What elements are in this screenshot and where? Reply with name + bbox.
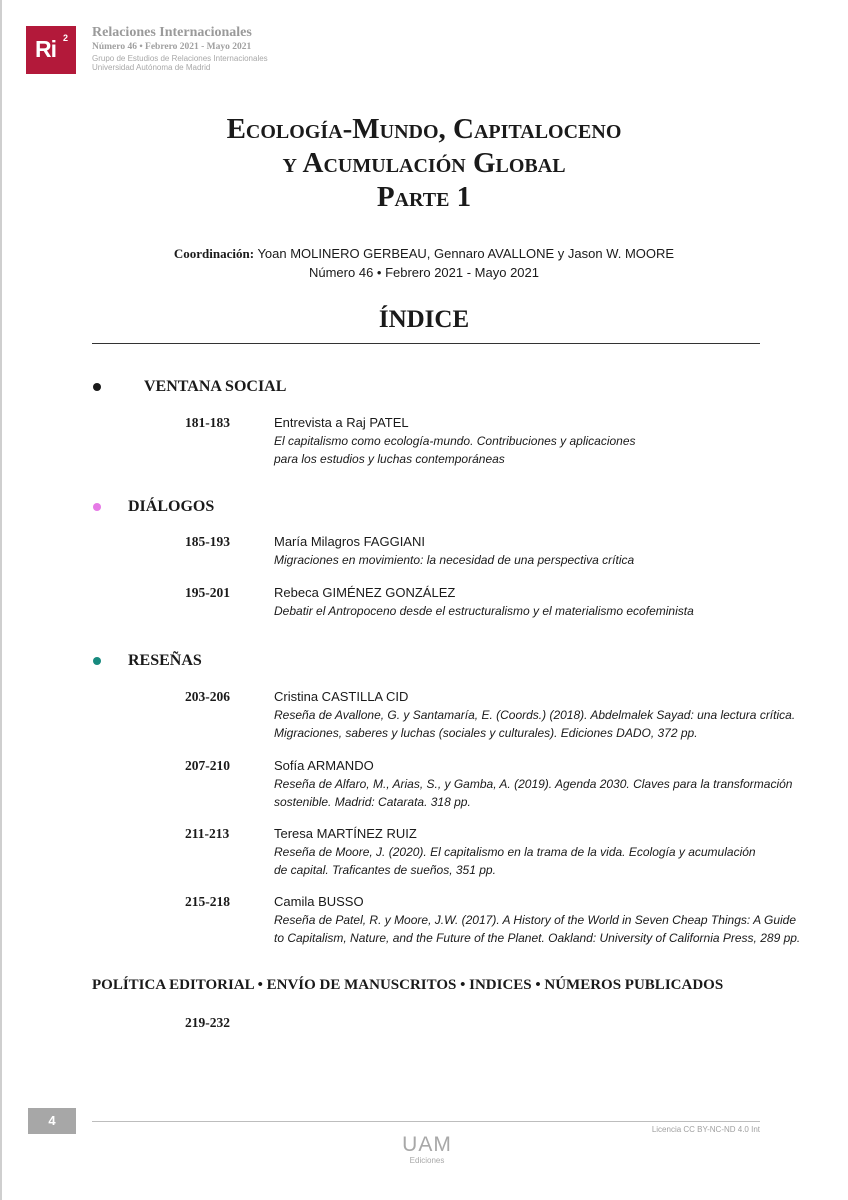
section-dialogos: DIÁLOGOS	[128, 498, 215, 515]
entry-description: Reseña de Alfaro, M., Arias, S., y Gamba, A. (2019). Agenda 2030. Claves para la transformación	[274, 777, 793, 791]
entry-description: Migraciones, saberes y luchas (sociales y culturales). Ediciones DADO, 372 pp.	[274, 726, 698, 740]
license-text: Licencia CC BY-NC-ND 4.0 Int	[651, 1125, 760, 1134]
entry-description: para los estudios y luchas contemporáneas	[274, 452, 505, 466]
title-line-3: Parte 1	[376, 181, 472, 213]
coordination-issue: Número 46 • Febrero 2021 - Mayo 2021	[308, 265, 539, 280]
publisher-logo-sub: Ediciones	[409, 1156, 445, 1165]
section-ventana-social: VENTANA SOCIAL	[144, 378, 287, 395]
publisher-logo-text: UAM	[402, 1133, 452, 1156]
toc-entry[interactable]	[274, 688, 795, 742]
entry-description: Reseña de Moore, J. (2020). El capitalismo en la trama de la vida. Ecología y acumulación	[274, 845, 756, 859]
page-title	[0, 112, 848, 214]
entry-author: Sofía ARMANDO	[274, 758, 374, 773]
bullet-ventana-social	[93, 383, 101, 391]
journal-logo	[26, 26, 76, 74]
entry-author: Cristina CASTILLA CID	[274, 689, 409, 704]
entry-description: to Capitalism, Nature, and the Future of the Planet. Oakland: University of California Press, 289 pp.	[274, 931, 801, 945]
journal-group: Grupo de Estudios de Relaciones Internacionales	[92, 53, 268, 63]
toc-entry[interactable]	[274, 893, 800, 947]
section-resenas: RESEÑAS	[128, 652, 202, 669]
footer-rule	[92, 1121, 760, 1122]
entry-pages: 203-206	[185, 689, 230, 704]
title-line-1: Ecología-Mundo, Capitaloceno	[226, 113, 622, 145]
entry-pages: 207-210	[185, 758, 230, 773]
entry-author: Teresa MARTÍNEZ RUIZ	[274, 826, 417, 841]
page-number: 4	[28, 1108, 76, 1134]
entry-pages: 185-193	[185, 534, 230, 549]
toc-entry[interactable]	[274, 584, 694, 620]
entry-pages: 211-213	[185, 826, 230, 841]
logo-superscript: 2	[63, 33, 69, 43]
coordination-names: Yoan MOLINERO GERBEAU, Gennaro AVALLONE y Jason W. MOORE	[257, 246, 675, 261]
toc-entry[interactable]	[274, 825, 756, 879]
entry-pages: 215-218	[185, 894, 230, 909]
coordination-block	[0, 244, 848, 282]
coordination-label: Coordinación:	[173, 246, 255, 261]
entry-description: El capitalismo como ecología-mundo. Contribuciones y aplicaciones	[274, 434, 636, 448]
logo-text: Ri	[35, 36, 56, 62]
entry-description: Debatir el Antropoceno desde el estructuralismo y el materialismo ecofeminista	[274, 604, 694, 618]
journal-university: Universidad Autónoma de Madrid	[92, 62, 211, 72]
entry-pages: 195-201	[185, 585, 230, 600]
index-title: ÍNDICE	[378, 306, 470, 333]
editorial-pages: 219-232	[185, 1015, 230, 1030]
entry-author: Entrevista a Raj PATEL	[274, 415, 409, 430]
entry-description: Reseña de Patel, R. y Moore, J.W. (2017). A History of the World in Seven Cheap Things: A Guide	[274, 913, 797, 927]
entry-pages: 181-183	[185, 415, 230, 430]
entry-description: sostenible. Madrid: Catarata. 318 pp.	[274, 795, 471, 809]
entry-author: Rebeca GIMÉNEZ GONZÁLEZ	[274, 585, 456, 600]
journal-header	[92, 26, 268, 72]
entry-author: Camila BUSSO	[274, 894, 364, 909]
entry-description: Migraciones en movimiento: la necesidad de una perspectiva crítica	[274, 553, 635, 567]
editorial-section-title[interactable]: POLÍTICA EDITORIAL • ENVÍO DE MANUSCRITOS • INDICES • NÚMEROS PUBLICADOS	[92, 977, 724, 993]
toc-entry[interactable]	[274, 414, 636, 468]
journal-issue: Número 46 • Febrero 2021 - Mayo 2021	[92, 42, 252, 52]
entry-description: de capital. Traficantes de sueños, 351 pp.	[274, 863, 496, 877]
entry-author: María Milagros FAGGIANI	[274, 534, 425, 549]
entry-description: Reseña de Avallone, G. y Santamaría, E. (Coords.) (2018). Abdelmalek Sayad: una lectura crítica.	[274, 708, 796, 722]
publisher-logo	[398, 1134, 456, 1165]
title-line-2: y Acumulación Global	[282, 147, 566, 179]
journal-title: Relaciones Internacionales	[92, 25, 252, 40]
toc-entry[interactable]	[274, 533, 634, 569]
toc-entry[interactable]	[274, 757, 792, 811]
bullet-dialogos	[93, 503, 101, 511]
index-divider	[92, 343, 760, 344]
bullet-resenas	[93, 657, 101, 665]
